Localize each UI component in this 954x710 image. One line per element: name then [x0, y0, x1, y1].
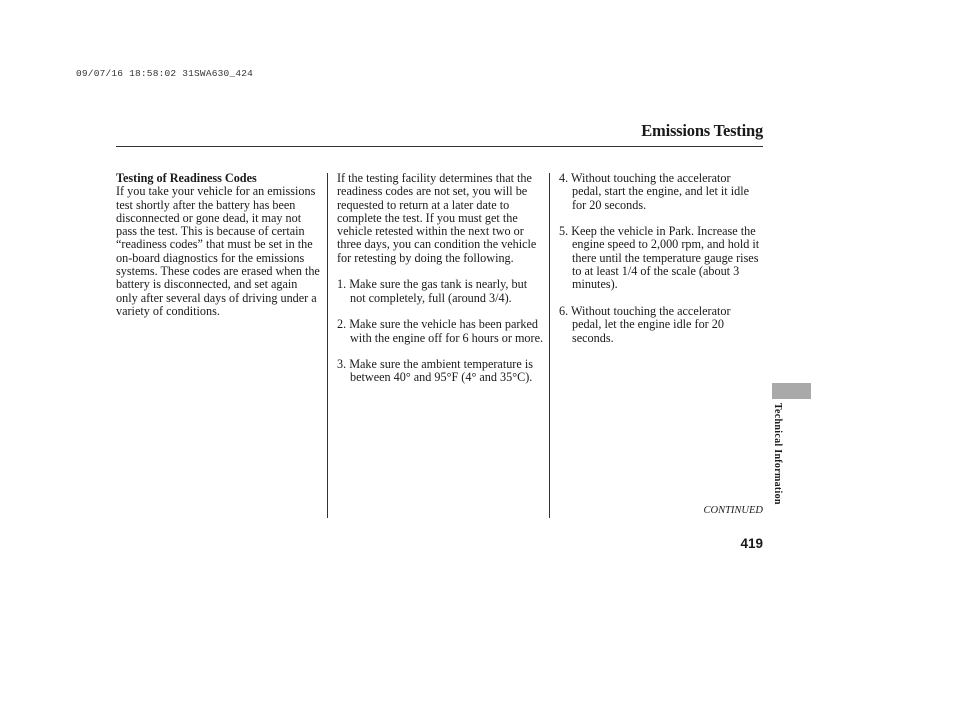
page-title: Emissions Testing: [641, 121, 763, 140]
column-divider-2: [549, 173, 550, 518]
step-item: 2. Make sure the vehicle has been parked with the engine off for 6 hours or more.: [337, 317, 544, 345]
step-item: 3. Make sure the ambient temperature is between 40° and 95°F (4° and 35°C).: [337, 357, 533, 385]
continued-label: CONTINUED: [703, 505, 763, 516]
column-3: [559, 172, 763, 358]
section-tab: [772, 383, 811, 399]
page-number: 419: [740, 536, 763, 551]
column-1: [116, 172, 322, 318]
intro-paragraph: If the testing facility determines that the readiness codes are not set, you will be requested to return at a later date to complete the test. If you must get the vehicle retested within the next two or three days, you can condition the vehicle for retesting by doing the following.: [337, 171, 537, 265]
section-heading: Testing of Readiness Codes: [116, 171, 257, 185]
print-stamp: 09/07/16 18:58:02 31SWA630_424: [76, 68, 254, 79]
title-rule: [116, 146, 763, 147]
step-item: 5. Keep the vehicle in Park. Increase the engine speed to 2,000 rpm, and hold it there until the temperature gauge rises to at least 1/4 of the scale (about 3 minutes).: [559, 224, 760, 292]
step-item: 6. Without touching the accelerator pedal, let the engine idle for 20 seconds.: [559, 303, 731, 345]
column-divider-1: [327, 173, 328, 518]
section-tab-label: Technical Information: [772, 403, 783, 505]
section-body: If you take your vehicle for an emissions test shortly after the battery has been disconnected or gone dead, it may not pass the test. This is because of certain “readiness codes” that must be set in the on-board diagnostics for the emissions systems. These codes are erased when the battery is disconnected, and set again only after several days of driving under a variety of conditions.: [116, 184, 320, 318]
step-item: 1. Make sure the gas tank is nearly, but not completely, full (around 3/4).: [337, 277, 528, 305]
column-2: [337, 172, 545, 398]
step-item: 4. Without touching the accelerator pedal, start the engine, and let it idle for 20 seconds.: [559, 171, 749, 212]
